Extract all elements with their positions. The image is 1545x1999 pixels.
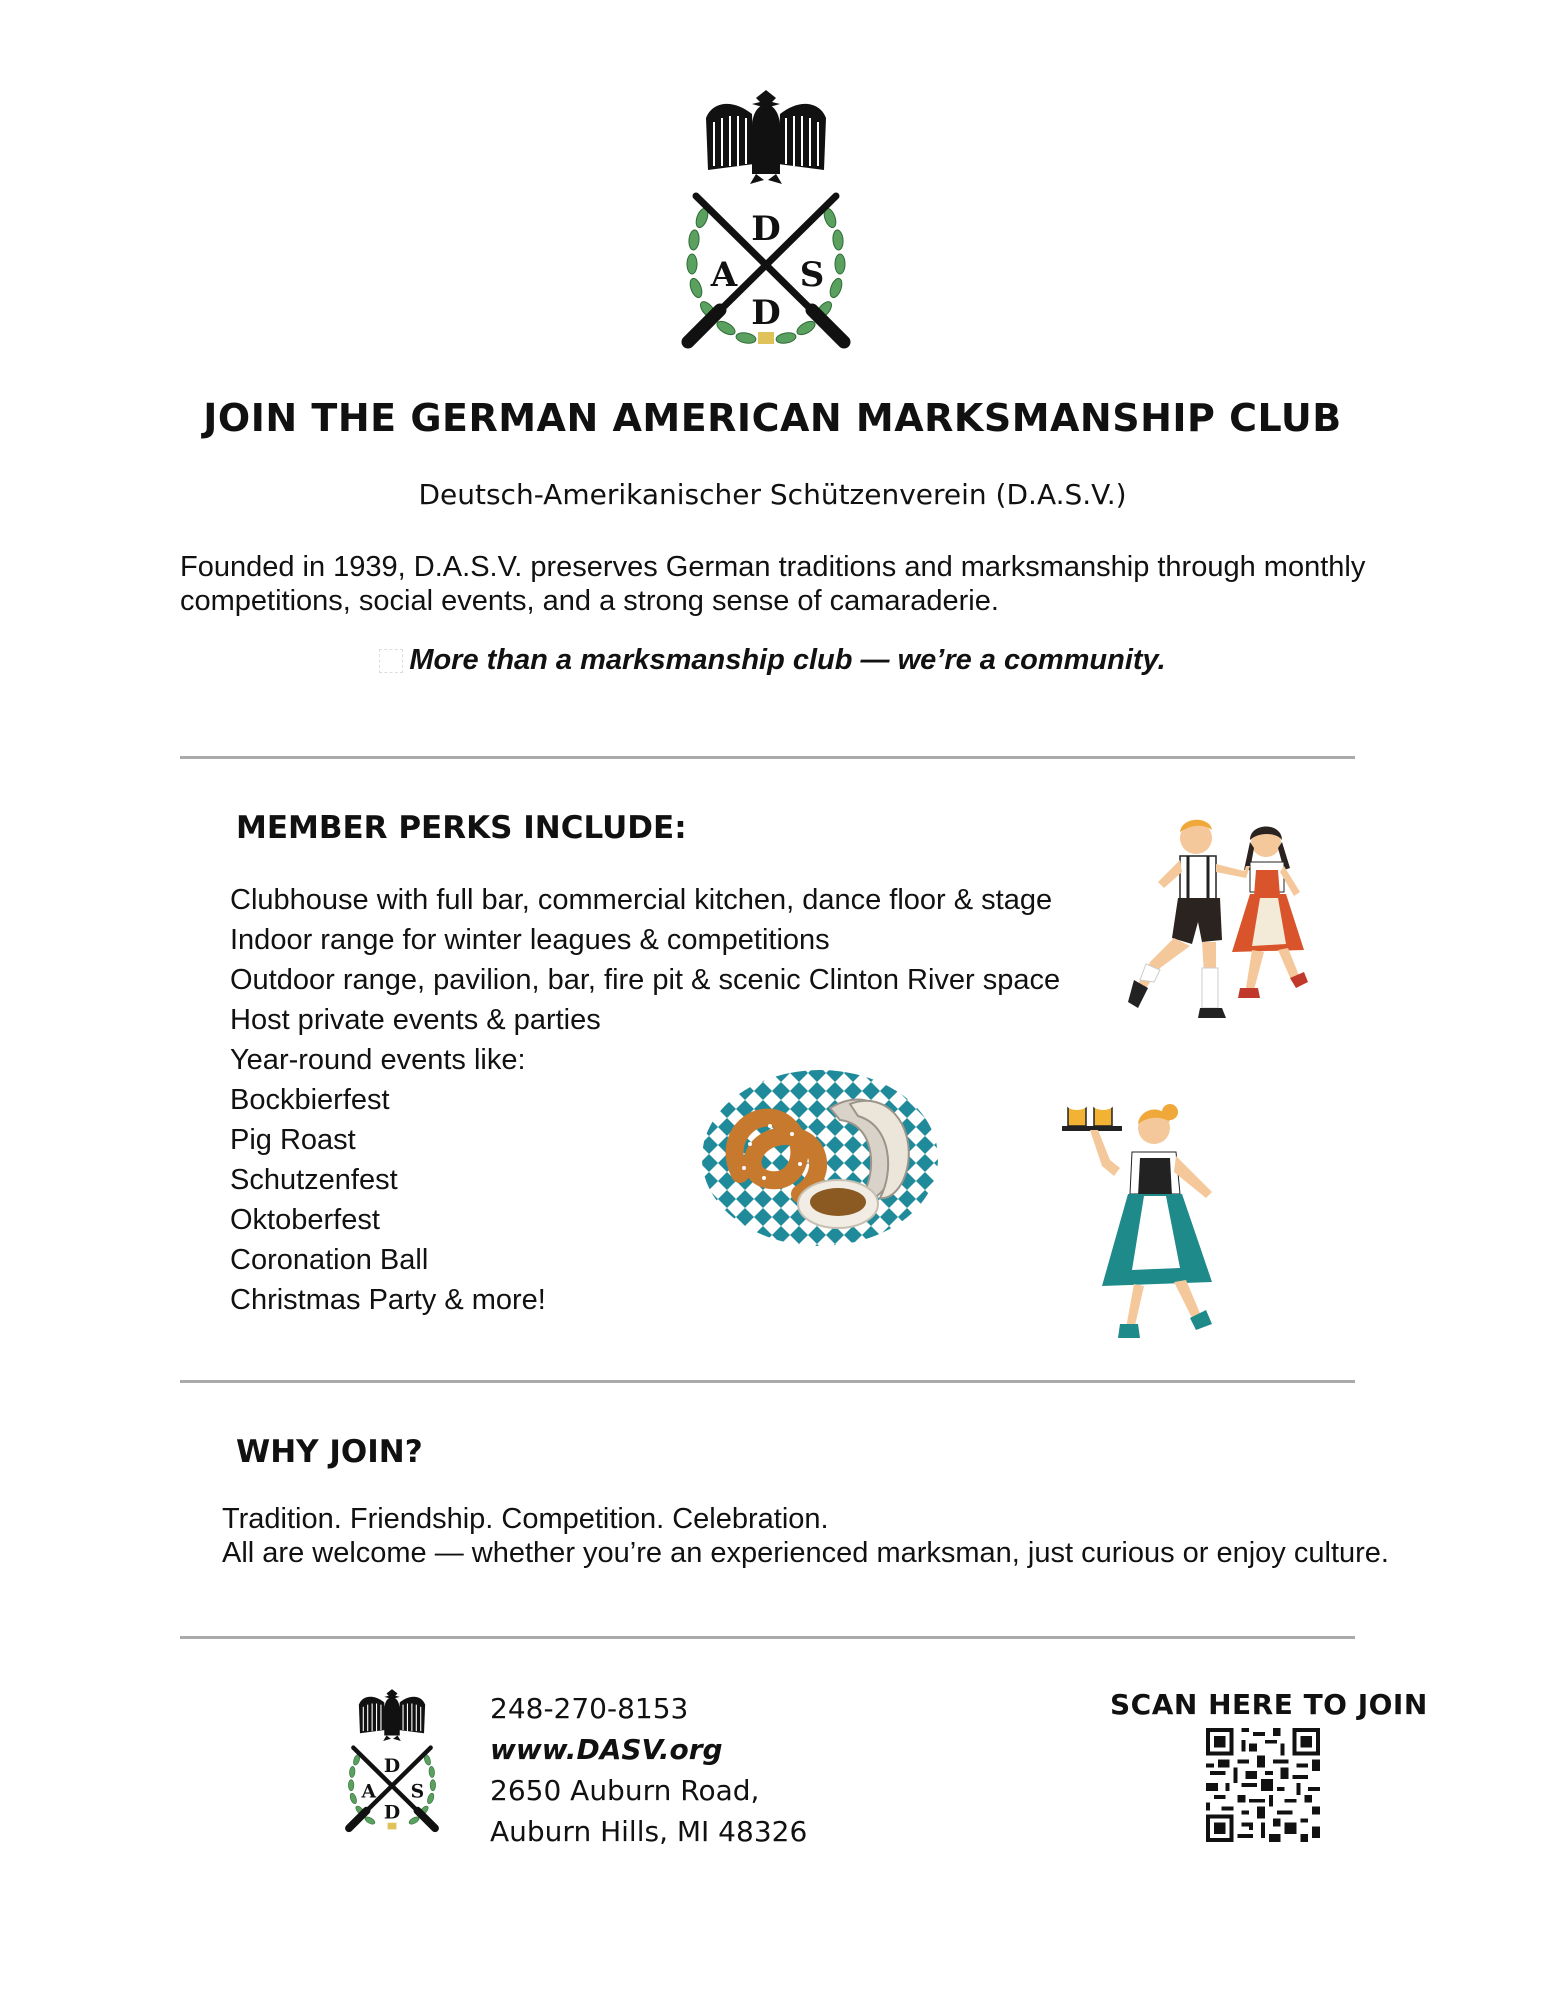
website-link[interactable]: www.DASV.org: [490, 1733, 723, 1766]
why-paragraph: [222, 1502, 1389, 1570]
address-line-2: Auburn Hills, MI 48326: [490, 1815, 808, 1848]
club-logo-small: [340, 1688, 444, 1836]
logo-letter-bottom: D: [751, 293, 781, 333]
list-item: Christmas Party & more!: [230, 1284, 546, 1316]
tagline-text: More than a marksmanship club — we’re a community.: [409, 644, 1166, 676]
list-item: Oktoberfest: [230, 1204, 380, 1236]
intro-line-2: competitions, social events, and a strong sense of camaraderie.: [180, 585, 999, 617]
phone-number[interactable]: 248-270-8153: [490, 1692, 689, 1725]
list-item: Schutzenfest: [230, 1164, 398, 1196]
emoji-placeholder-icon: [379, 649, 403, 673]
club-logo: [672, 88, 860, 356]
qr-code-icon[interactable]: [1206, 1728, 1320, 1842]
intro-line-1: Founded in 1939, D.A.S.V. preserves German traditions and marksmanship through monthly: [180, 551, 1366, 583]
why-line-1: Tradition. Friendship. Competition. Celebration.: [222, 1503, 829, 1535]
why-line-2: All are welcome — whether you’re an experienced marksman, just curious or enjoy culture.: [222, 1537, 1389, 1569]
logo-letter-right: S: [799, 255, 825, 295]
page-subtitle: Deutsch-Amerikanischer Schützenverein (D.A.S.V.): [418, 478, 1127, 511]
logo-letter-left: A: [710, 255, 738, 295]
list-item: Clubhouse with full bar, commercial kitchen, dance floor & stage: [230, 884, 1053, 916]
logo-letter-top: D: [751, 209, 781, 249]
list-item: Host private events & parties: [230, 1004, 601, 1036]
logo-letter-top: D: [383, 1754, 401, 1777]
tagline: [0, 644, 1545, 677]
perks-heading: MEMBER PERKS INCLUDE:: [236, 810, 687, 846]
waitress-illustration: [1062, 1096, 1242, 1356]
qr-label: SCAN HERE TO JOIN: [1110, 1688, 1428, 1721]
logo-letter-bottom: D: [383, 1801, 401, 1824]
list-item: Bockbierfest: [230, 1084, 390, 1116]
list-item: Year-round events like:: [230, 1044, 526, 1076]
pretzel-plate-illustration: [700, 1064, 940, 1254]
page-title: JOIN THE GERMAN AMERICAN MARKSMANSHIP CLUB: [203, 396, 1342, 440]
logo-letter-right: S: [410, 1780, 425, 1803]
divider: [180, 1380, 1355, 1383]
divider: [180, 756, 1355, 759]
contact-info: [490, 1688, 807, 1852]
dancing-couple-illustration: [1100, 812, 1340, 1052]
list-item: Outdoor range, pavilion, bar, fire pit & scenic Clinton River space: [230, 964, 1061, 996]
why-heading: WHY JOIN?: [236, 1434, 423, 1470]
address-line-1: 2650 Auburn Road,: [490, 1774, 760, 1807]
list-item: Indoor range for winter leagues & competitions: [230, 924, 830, 956]
list-item: Pig Roast: [230, 1124, 356, 1156]
divider: [180, 1636, 1355, 1639]
list-item: Coronation Ball: [230, 1244, 429, 1276]
intro-paragraph: [180, 550, 1380, 618]
logo-letter-left: A: [361, 1780, 377, 1803]
